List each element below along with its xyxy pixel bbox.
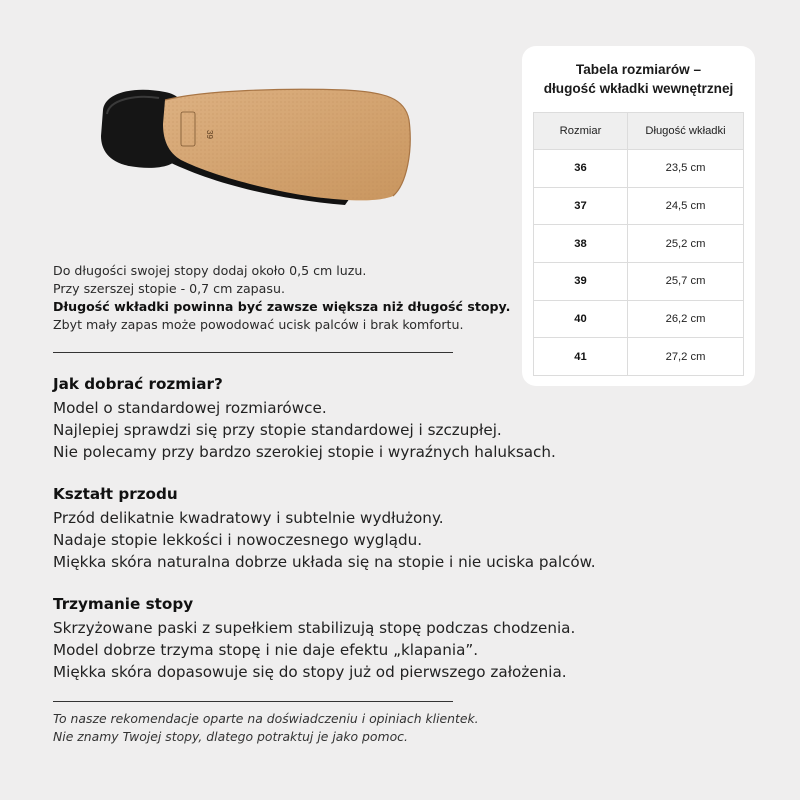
section-line: Model dobrze trzyma stopę i nie daje efektu „klapania”.	[53, 641, 479, 659]
fitting-note: Do długości swojej stopy dodaj około 0,5 cm luzu.	[53, 263, 367, 278]
section-line: Miękka skóra naturalna dobrze układa się na stopie i nie uciska palców.	[53, 553, 596, 571]
section-size-advice	[53, 373, 773, 463]
fitting-note: Przy szerszej stopie - 0,7 cm zapasu.	[53, 281, 285, 296]
size-table	[533, 112, 744, 376]
section-heading: Kształt przodu	[53, 485, 178, 503]
size-cell: 39	[534, 263, 628, 301]
divider	[53, 701, 453, 702]
section-toe-shape	[53, 483, 773, 573]
section-line: Model o standardowej rozmiarówce.	[53, 399, 327, 417]
length-cell: 24,5 cm	[628, 187, 744, 225]
section-line: Najlepiej sprawdzi się przy stopie standardowej i szczupłej.	[53, 421, 502, 439]
disclaimer	[53, 710, 479, 746]
fitting-note: Zbyt mały zapas może powodować ucisk palców i brak komfortu.	[53, 317, 464, 332]
length-cell: 25,7 cm	[628, 263, 744, 301]
section-line: Przód delikatnie kwadratowy i subtelnie wydłużony.	[53, 509, 444, 527]
length-cell: 26,2 cm	[628, 300, 744, 338]
length-cell: 23,5 cm	[628, 150, 744, 188]
size-table-title-line: długość wkładki wewnętrznej	[543, 81, 734, 96]
section-heading: Jak dobrać rozmiar?	[53, 375, 223, 393]
section-line: Nie polecamy przy bardzo szerokiej stopie i wyraźnych haluksach.	[53, 443, 556, 461]
length-cell: 25,2 cm	[628, 225, 744, 263]
section-foot-hold	[53, 593, 773, 683]
size-cell: 36	[534, 150, 628, 188]
table-row	[534, 263, 744, 301]
size-table-card	[522, 46, 755, 386]
section-line: Skrzyżowane paski z supełkiem stabilizują stopę podczas chodzenia.	[53, 619, 576, 637]
table-row	[534, 225, 744, 263]
table-row	[534, 300, 744, 338]
column-header-insole-length: Długość wkładki	[628, 113, 744, 150]
size-cell: 37	[534, 187, 628, 225]
table-row	[534, 150, 744, 188]
section-heading: Trzymanie stopy	[53, 595, 194, 613]
table-header-row	[534, 113, 744, 150]
size-cell: 38	[534, 225, 628, 263]
shoe-sole-image	[95, 80, 425, 220]
sole-size-marking: 39	[205, 130, 214, 139]
divider	[53, 352, 453, 353]
size-table-title-line: Tabela rozmiarów –	[575, 62, 702, 77]
size-table-title	[522, 60, 755, 98]
table-row	[534, 187, 744, 225]
column-header-size: Rozmiar	[534, 113, 628, 150]
length-cell: 27,2 cm	[628, 338, 744, 376]
size-cell: 40	[534, 300, 628, 338]
fitting-notes	[53, 262, 523, 334]
section-line: Nadaje stopie lekkości i nowoczesnego wyglądu.	[53, 531, 423, 549]
disclaimer-line: Nie znamy Twojej stopy, dlatego potraktuj je jako pomoc.	[53, 729, 408, 744]
fitting-note-emphasis: Długość wkładki powinna być zawsze większa niż długość stopy.	[53, 299, 511, 314]
table-row	[534, 338, 744, 376]
size-cell: 41	[534, 338, 628, 376]
section-line: Miękka skóra dopasowuje się do stopy już od pierwszego założenia.	[53, 663, 567, 681]
disclaimer-line: To nasze rekomendacje oparte na doświadczeniu i opiniach klientek.	[53, 711, 479, 726]
